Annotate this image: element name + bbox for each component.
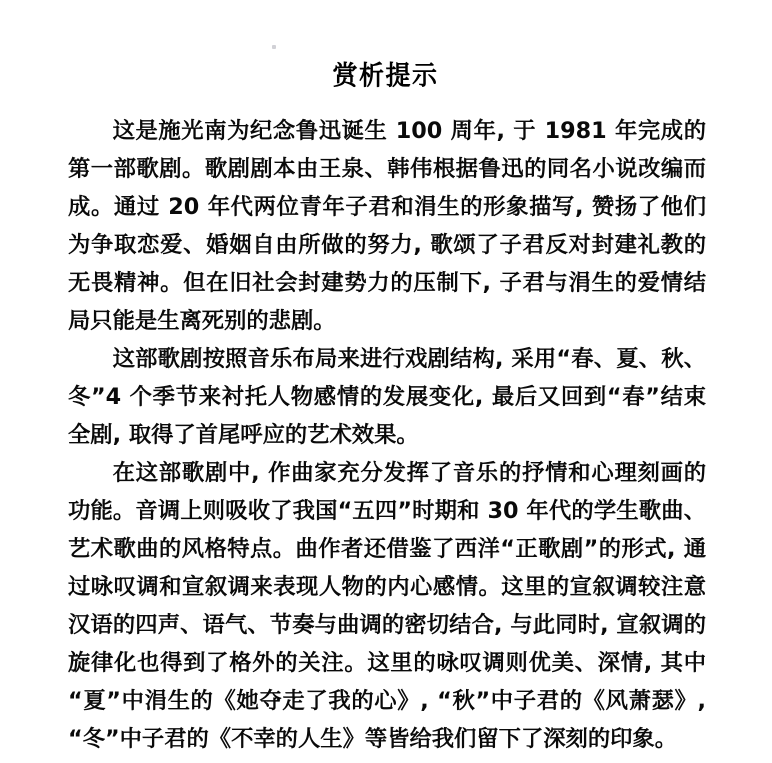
document-body — [68, 112, 706, 758]
scan-speck-artifact — [272, 45, 276, 49]
body-paragraph-2: 这部歌剧按照音乐布局来进行戏剧结构, 采用“春、夏、秋、冬”4 个季节来衬托人物感情的发展变化, 最后又回到“春”结束全剧, 取得了首尾呼应的艺术效果。 — [68, 346, 706, 448]
body-paragraph-3: 在这部歌剧中, 作曲家充分发挥了音乐的抒情和心理刻画的功能。音调上则吸收了我国“五四”时期和 30 年代的学生歌曲、艺术歌曲的风格特点。曲作者还借鉴了西洋“正歌剧”的形式, 通过咏叹调和宣叙调来表现人物的内心感情。这里的宣叙调较注意汉语的四声、语气、节奏与曲调的密切结合, 与此同时, 宣叙调的旋律化也得到了格外的关注。这里的咏叹调则优美、深情, 其中“夏”中涓生的《她夺走了我的心》, “秋”中子君的《风萧瑟》, “冬”中子君的《不幸的人生》等皆给我们留下了深刻的印象。 — [68, 460, 706, 752]
page-title — [0, 61, 772, 91]
body-paragraph-1: 这是施光南为纪念鲁迅诞生 100 周年, 于 1981 年完成的第一部歌剧。歌剧剧本由王泉、韩伟根据鲁迅的同名小说改编而成。通过 20 年代两位青年子君和涓生的形象描写, 赞扬了他们为争取恋爱、婚姻自由所做的努力, 歌颂了子君反对封建礼教的无畏精神。但在旧社会封建势力的压制下, 子君与涓生的爱情结局只能是生离死别的悲剧。 — [68, 118, 706, 334]
page-title-text: 赏析提示 — [332, 59, 439, 91]
